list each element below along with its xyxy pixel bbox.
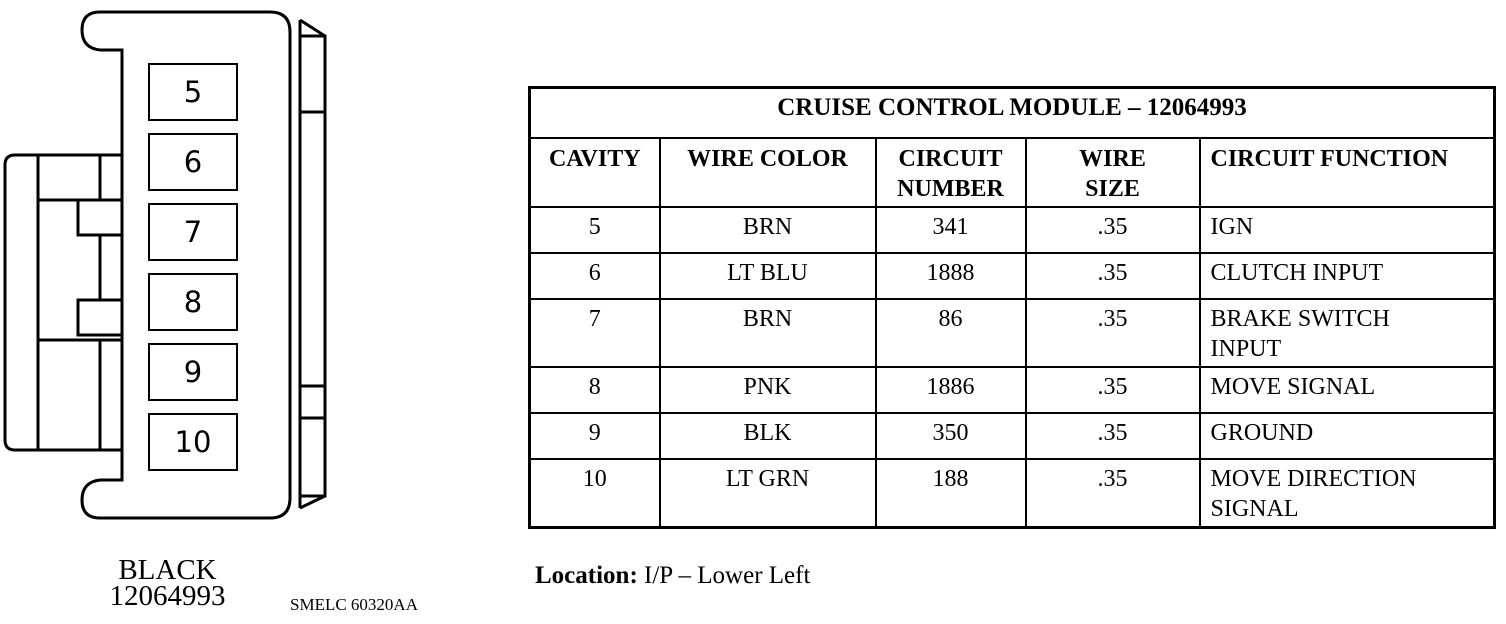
cell-circuit-number: 1888 — [876, 253, 1026, 299]
reference-code: SMELC 60320AA — [290, 595, 418, 614]
cell-wire-size: .35 — [1026, 459, 1200, 528]
cavity-number: 7 — [183, 215, 203, 249]
cavity-6 — [148, 133, 238, 191]
pinout-table — [528, 86, 1496, 529]
latch-notch — [78, 200, 122, 235]
connector-color-label: BLACK — [118, 554, 217, 586]
cavity-number: 8 — [183, 285, 203, 319]
cell-wire-color: BRN — [660, 207, 876, 253]
cell-wire-size: .35 — [1026, 253, 1200, 299]
cell-cavity: 9 — [530, 413, 660, 459]
function-line: SIGNAL — [1210, 496, 1299, 522]
latch-notch — [78, 300, 122, 335]
cell-circuit-function — [1200, 413, 1495, 459]
location-value: I/P – Lower Left — [644, 562, 811, 589]
housing-rail — [300, 496, 325, 508]
cavity-8 — [148, 273, 238, 331]
cell-wire-size: .35 — [1026, 367, 1200, 413]
function-line: BRAKE SWITCH — [1210, 306, 1390, 332]
cell-cavity: 10 — [530, 459, 660, 528]
header-wire-size — [1026, 138, 1200, 207]
cell-circuit-function — [1200, 299, 1495, 367]
table-row — [530, 207, 1495, 253]
function-line: GROUND — [1210, 420, 1314, 446]
cavity-7 — [148, 203, 238, 261]
cavity-10 — [148, 413, 238, 471]
housing-rail — [300, 20, 325, 36]
cell-circuit-number: 341 — [876, 207, 1026, 253]
connector-part-number: 12064993 — [109, 580, 226, 612]
cell-circuit-number: 1886 — [876, 367, 1026, 413]
cell-cavity: 8 — [530, 367, 660, 413]
table-row — [530, 413, 1495, 459]
cell-cavity: 5 — [530, 207, 660, 253]
cavity-number: 6 — [183, 145, 203, 179]
cell-circuit-function — [1200, 367, 1495, 413]
function-line: MOVE DIRECTION — [1210, 466, 1417, 492]
cavity-number: 10 — [174, 425, 212, 459]
function-line: IGN — [1210, 214, 1254, 240]
function-line: MOVE SIGNAL — [1210, 374, 1376, 400]
header-circuit-function: CIRCUIT FUNCTION — [1200, 138, 1495, 207]
location-note — [535, 562, 810, 590]
location-label: Location: — [535, 562, 638, 589]
cell-circuit-function — [1200, 459, 1495, 528]
header-line: WIRE — [1079, 146, 1146, 172]
cell-wire-color: BRN — [660, 299, 876, 367]
cell-wire-color: LT BLU — [660, 253, 876, 299]
table-row — [530, 253, 1495, 299]
table-title: CRUISE CONTROL MODULE – 12064993 — [530, 88, 1495, 139]
function-line: CLUTCH INPUT — [1210, 260, 1384, 286]
table-title-row — [530, 88, 1495, 139]
header-wire-color: WIRE COLOR — [660, 138, 876, 207]
cell-wire-color: BLK — [660, 413, 876, 459]
cell-wire-size: .35 — [1026, 207, 1200, 253]
cavity-number: 9 — [183, 355, 203, 389]
table-row — [530, 299, 1495, 367]
header-cavity: CAVITY — [530, 138, 660, 207]
cell-circuit-function — [1200, 253, 1495, 299]
header-line: SIZE — [1085, 176, 1140, 202]
header-circuit-number — [876, 138, 1026, 207]
cell-cavity: 6 — [530, 253, 660, 299]
cell-circuit-function — [1200, 207, 1495, 253]
cell-wire-size: .35 — [1026, 413, 1200, 459]
function-line: INPUT — [1210, 336, 1282, 362]
cell-circuit-number: 86 — [876, 299, 1026, 367]
table-header-row — [530, 138, 1495, 207]
cavity-9 — [148, 343, 238, 401]
housing-side-bar — [300, 36, 325, 496]
cavity-number: 5 — [183, 75, 203, 109]
header-line: NUMBER — [897, 176, 1004, 202]
cell-wire-color: LT GRN — [660, 459, 876, 528]
table-row — [530, 367, 1495, 413]
cell-circuit-number: 350 — [876, 413, 1026, 459]
header-line: CIRCUIT — [898, 146, 1003, 172]
cell-wire-color: PNK — [660, 367, 876, 413]
cell-wire-size: .35 — [1026, 299, 1200, 367]
table-row — [530, 459, 1495, 528]
cell-circuit-number: 188 — [876, 459, 1026, 528]
cell-cavity: 7 — [530, 299, 660, 367]
connector-diagram — [0, 0, 480, 560]
cavity-5 — [148, 63, 238, 121]
